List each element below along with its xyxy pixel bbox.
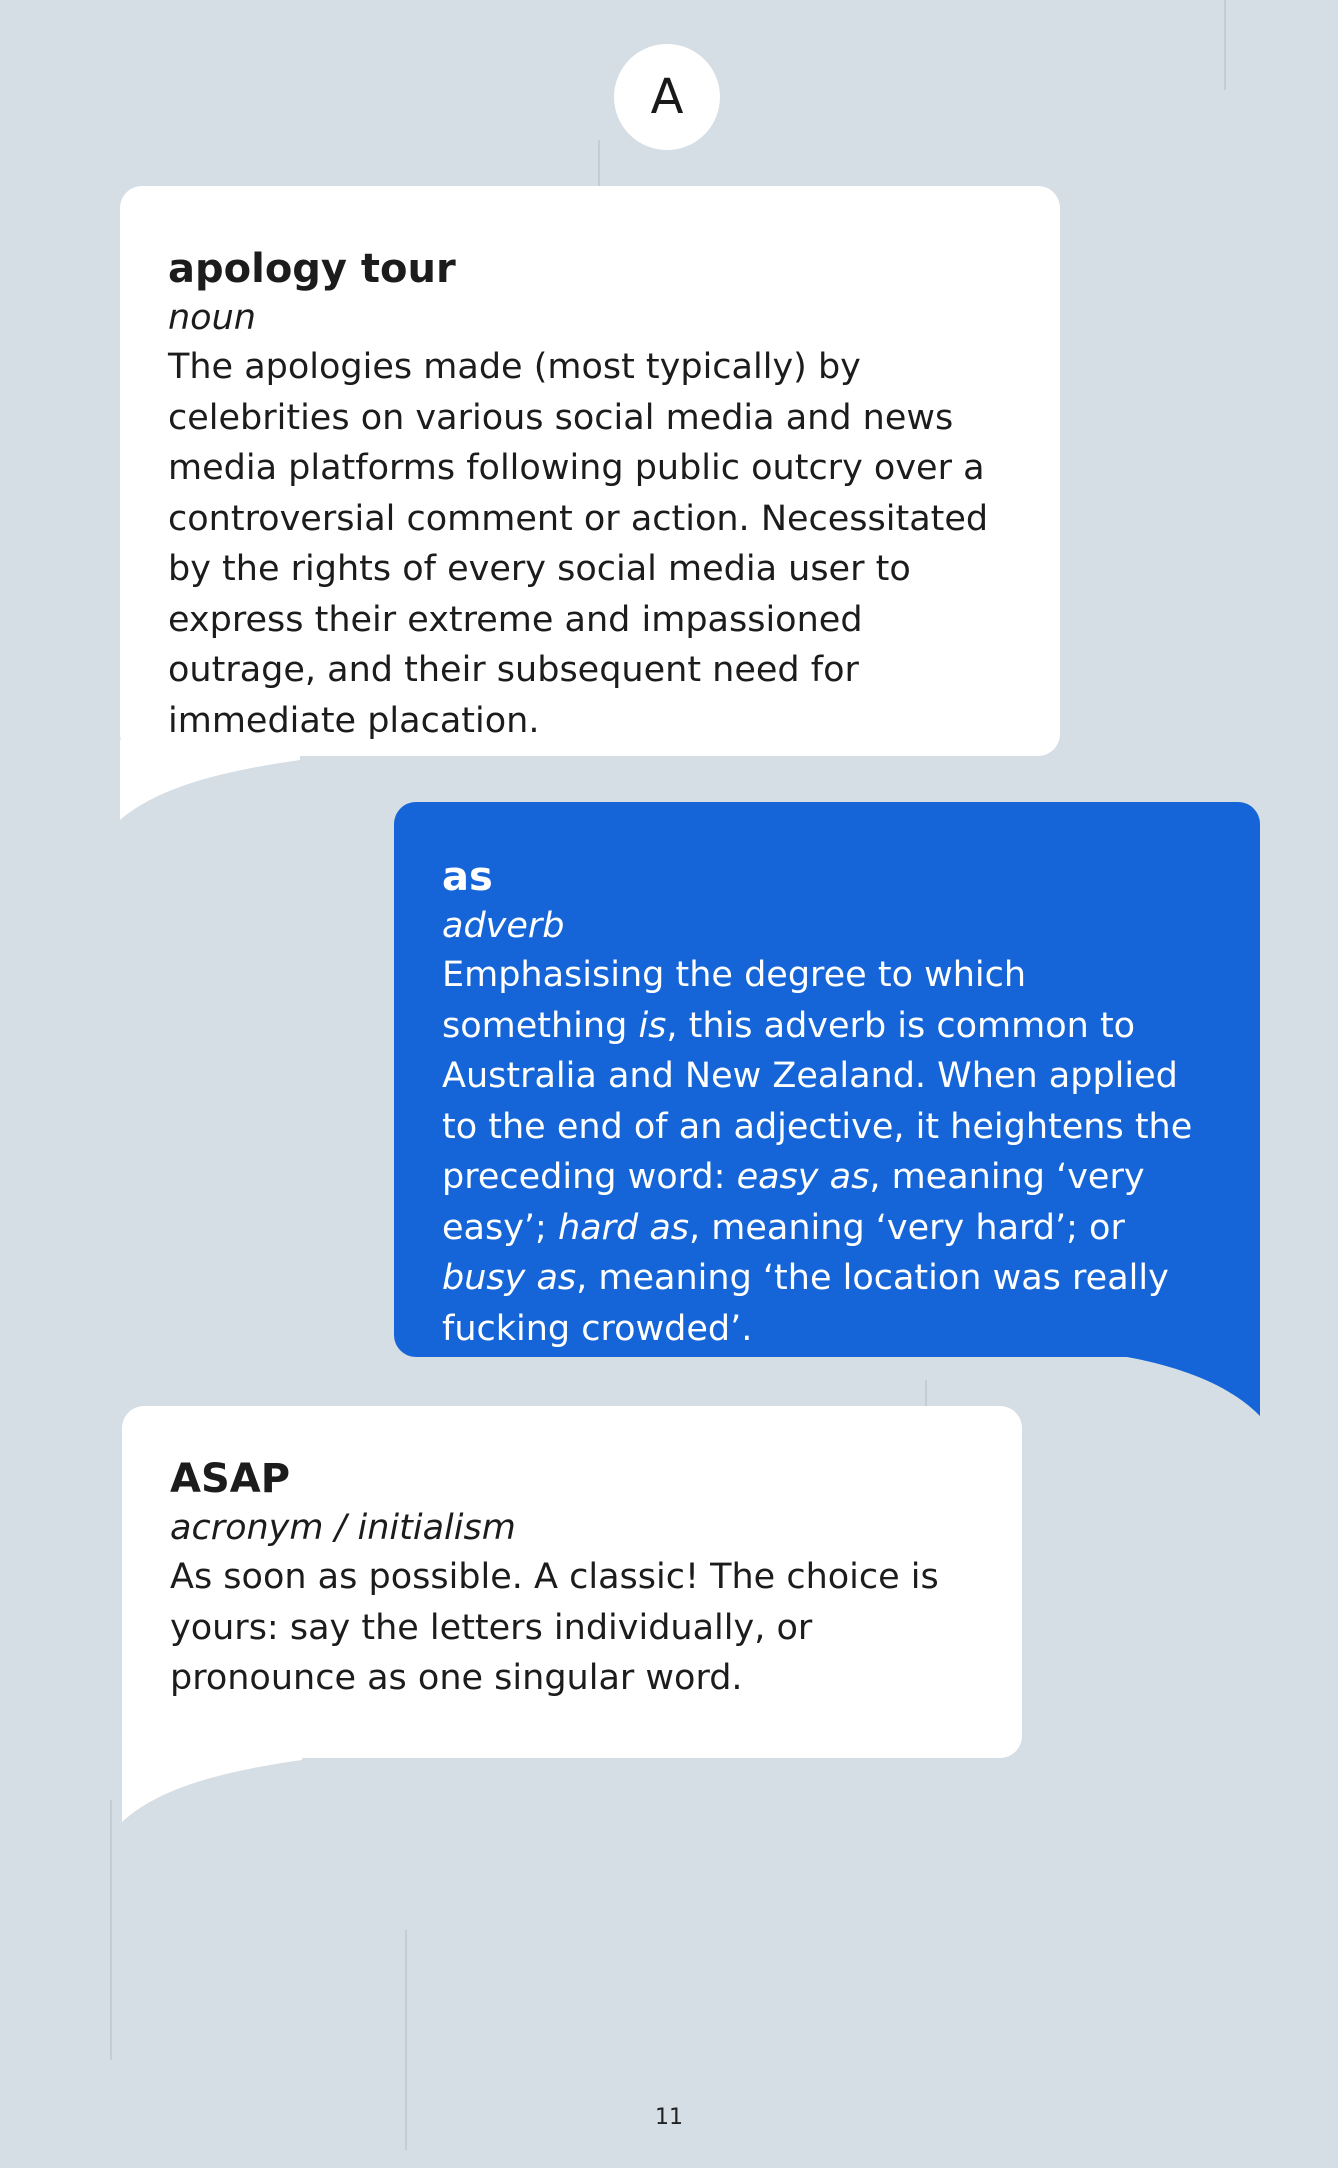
- definition-text: , meaning ‘very easy’;: [442, 1157, 1145, 1248]
- page-number: 11: [655, 2105, 683, 2130]
- entry-part-of-speech: adverb: [442, 906, 565, 946]
- entry-definition: As soon as possible. A classic! The choice is yours: say the letters individually, or pronounce as one singular word.: [170, 1557, 939, 1698]
- section-letter-badge: A: [614, 44, 720, 150]
- entry-term: apology tour: [168, 246, 456, 292]
- definition-text: Emphasising the degree to which something: [442, 955, 1027, 1046]
- definition-text: , meaning ‘very hard’; or: [689, 1207, 1125, 1248]
- definition-text: , meaning ‘the location was really fucking crowded’.: [442, 1258, 1169, 1349]
- definition-emphasis: hard as: [557, 1207, 690, 1248]
- definition-emphasis: easy as: [736, 1157, 870, 1197]
- entry-term: ASAP: [170, 1456, 291, 1502]
- definition-emphasis: is: [638, 1005, 667, 1046]
- entry-as: [394, 802, 1260, 1357]
- entry-part-of-speech: acronym / initialism: [170, 1508, 516, 1548]
- entry-asap: [122, 1406, 1022, 1758]
- page-scuff: [1224, 0, 1226, 90]
- entry-term: as: [442, 854, 493, 900]
- definition-text: , this adverb is common to Australia and New Zealand. When applied to the end of an adjective, it heightens the preceding word:: [442, 1005, 1193, 1197]
- entry-definition: The apologies made (most typically) by celebrities on various social media and news media platforms following public outcry over a controversial comment or action. Necessitated by the rights of every social media user to express their extreme and impassioned outrage, and their subsequent need for immediate placation.: [168, 347, 989, 741]
- entry-apology-tour: [120, 186, 1060, 756]
- definition-emphasis: busy as: [442, 1258, 577, 1298]
- entry-definition: [442, 950, 1208, 1354]
- entry-part-of-speech: noun: [168, 298, 256, 338]
- page-scuff: [110, 1800, 112, 2060]
